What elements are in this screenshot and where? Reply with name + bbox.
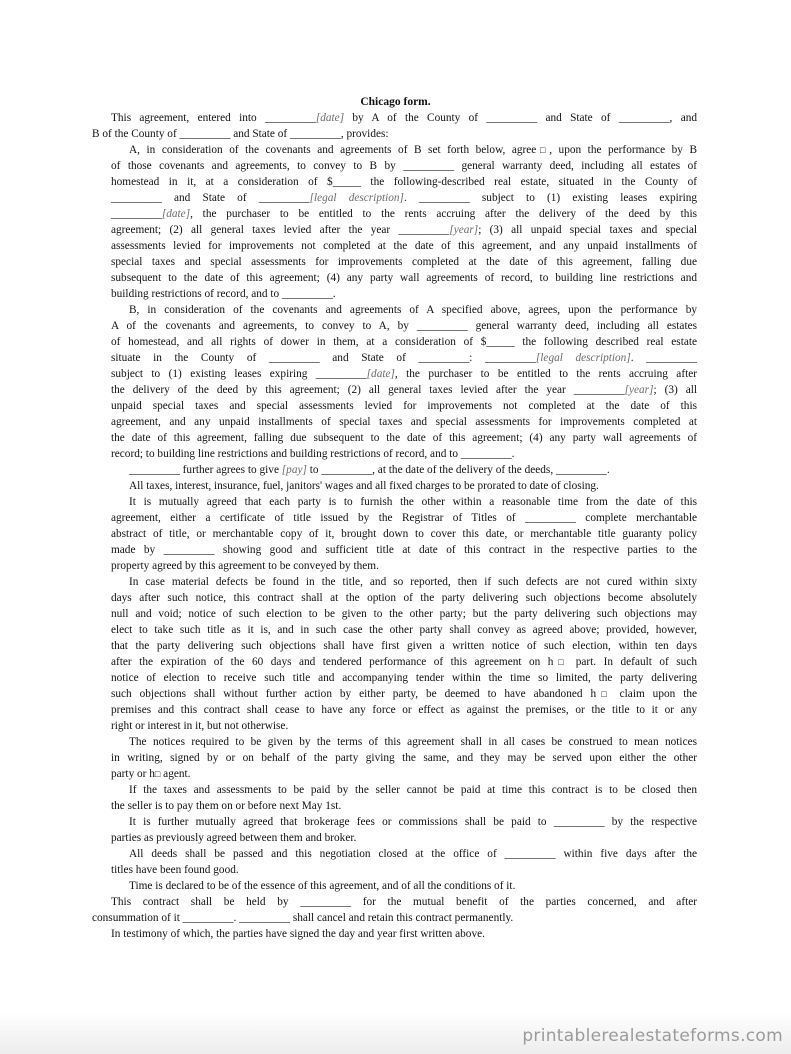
text-segment: . _________ subject to (1) existing leases expiring [403,192,698,204]
text-segment: situate in the County of _________ and State of _________: _________ [111,352,536,364]
text-segment: agreement; (2) all general taxes levied after the year _________ [111,224,450,236]
text-segment: , the purchaser to be entitled to the rents accruing after the delivery of the deed by this [190,208,697,220]
text-line [129,879,589,894]
text-segment: of homestead, and all rights of dower in them, at a consideration of $_____ the following described real estate [111,336,697,348]
text-segment: In testimony of which, the parties have signed the day and year first written above. [111,928,485,940]
text-line [111,687,697,702]
text-segment: record; to building line restrictions and building restrictions of record, and to _________. [111,448,515,460]
text-line [111,223,697,238]
text-line [111,383,697,398]
text-line [111,591,697,606]
text-line [129,815,697,830]
missing-glyph-box: □ [553,657,569,667]
footer-watermark-band [0,1012,791,1054]
placeholder-field: [year] [624,384,654,396]
text-line [111,543,697,558]
text-line [111,527,697,542]
text-segment: It is mutually agreed that each party is to furnish the other within a reasonable time from the date of this [129,496,697,508]
text-segment: special taxes and special assessments for improvements completed at the date of this agreement, falling due [111,256,697,268]
text-segment: to _________, at the date of the delivery of the deeds, _________. [306,464,610,476]
text-segment: agent. [160,768,191,780]
text-segment: after the expiration of the 60 days and tendered performance of this agreement on h [111,656,554,668]
text-segment: that the party delivering such objections shall have first given a written notice of such election, within ten days [111,640,697,652]
text-segment: This contract shall be held by _________ for the mutual benefit of the parties concerned, and after [111,896,697,908]
text-line [129,303,697,318]
text-line [111,831,411,846]
text-segment: part. In default of such [568,656,697,668]
text-line [111,559,431,574]
text-line [111,287,411,302]
text-segment: ; (3) all [653,384,697,396]
text-line [111,751,697,766]
text-line [129,495,697,510]
text-line [111,191,697,206]
text-segment: elect to take such title as it is, and in such case the other party shall convey as agreed above; provided, however, [111,624,697,636]
text-line [111,111,697,126]
placeholder-field: [year] [449,224,479,236]
placeholder-field: [legal description] [535,352,631,364]
text-segment: abstract of title, or merchantable copy of it, brought down to cover this date, or merchantable title guaranty policy [111,528,697,540]
text-segment: in writing, signed by or on behalf of the party giving the same, and they may be served upon either the other [111,752,697,764]
text-segment: B, in consideration of the covenants and agreements of A specified above, agrees, upon the performance by [129,304,697,316]
text-segment: homestead in it, at a consideration of $_____ the following-described real estate, situated in the County of [111,176,697,188]
placeholder-field: [pay] [281,464,307,476]
text-segment: . _________ [630,352,698,364]
text-line [111,447,581,462]
text-line [111,399,697,414]
text-segment: parties as previously agreed between them and broker. [111,832,357,844]
text-segment: notice of election to receive such title and accompanying tender within the time so limited, the party delivering [111,672,697,684]
text-line [111,175,697,190]
missing-glyph-box: □ [596,689,612,699]
text-line [111,863,311,878]
text-line [129,735,697,750]
text-segment: agreement, and any unpaid installments of special taxes and special assessments for improvements completed at [111,416,697,428]
text-segment: the seller is to pay them on or before next May 1st. [111,800,342,812]
text-line [111,207,697,222]
text-segment: such objections shall without further action by either party, be deemed to have abandoned h [111,688,597,700]
text-segment: days after such notice, this contract shall at the option of the party delivering such objections become absolutely [111,592,697,604]
text-segment: _________ further agrees to give [129,464,282,476]
text-line [111,431,697,446]
text-line [111,415,697,430]
text-line [129,479,669,494]
text-line [111,719,341,734]
text-segment: In case material defects be found in the title, and so reported, then if such defects are not cured within sixty [129,576,697,588]
text-segment: Time is declared to be of the essence of this agreement, and of all the conditions of it. [129,880,516,892]
text-line [111,607,697,622]
text-line [111,335,697,350]
text-line [111,255,697,270]
watermark-text: printablerealestateforms.com [522,1026,783,1046]
text-line [111,271,697,286]
text-line [92,911,592,926]
text-segment: , the purchaser to be entitled to the rents accruing after [394,368,697,380]
text-segment: made by _________ showing good and sufficient title at date of this contract in the respective parties to the [111,544,697,556]
text-segment: This agreement, entered into _________ [111,112,316,124]
missing-glyph-box: □ [536,145,550,155]
text-segment: property agreed by this agreement to be conveyed by them. [111,560,379,572]
text-segment: If the taxes and assessments to be paid by the seller cannot be paid at time this contract is to be closed then [129,784,697,796]
text-segment: null and void; notice of such election to be given to the other party; but the party delivering such objections may [111,608,697,620]
text-line [111,159,697,174]
placeholder-field: [date] [161,208,191,220]
text-line [111,671,697,686]
text-line [111,367,697,382]
text-segment: A, in consideration of the covenants and agreements of B set forth below, agree [129,144,537,156]
text-segment: consummation of it _________. _________ shall cancel and retain this contract permanently. [92,912,514,924]
text-segment: assessments levied for improvements not completed at the date of this agreement, and any unpaid installments of [111,240,697,252]
text-segment: premises and this contract shall cease to have any force or effect as against the premises, or the title to it or any [111,704,697,716]
document-title: Chicago form. [360,96,431,108]
text-segment: _________ [111,208,162,220]
text-segment: subject to (1) existing leases expiring _________ [111,368,367,380]
text-segment: A of the covenants and agreements, to convey to A, by _________ general warranty deed, including all estates [111,320,697,332]
text-line [111,239,697,254]
text-line [129,847,697,862]
placeholder-field: [date] [315,112,345,124]
text-segment: claim upon the [611,688,697,700]
text-segment: ; (3) all unpaid special taxes and special [478,224,697,236]
text-segment: the delivery of the deed by this agreement; (2) all general taxes levied after the year _________ [111,384,625,396]
text-segment: _________ and State of _________ [111,192,310,204]
text-line [111,703,697,718]
text-segment: , upon the performance by B [549,144,697,156]
text-line [111,639,697,654]
text-line [111,351,697,366]
text-segment: All deeds shall be passed and this negotiation closed at the office of _________ within five days after the [129,848,697,860]
text-segment: titles have been found good. [111,864,239,876]
text-segment: It is further mutually agreed that brokerage fees or commissions shall be paid to _________ by the respective [129,816,697,828]
text-segment: of those covenants and agreements, to convey to B by _________ general warranty deed, including all estates of [111,160,697,172]
placeholder-field: [date] [366,368,395,380]
text-segment: building restrictions of record, and to _________. [111,288,336,300]
text-line [111,655,697,670]
text-segment: All taxes, interest, insurance, fuel, janitors' wages and all fixed charges to be prorated to date of closing. [129,480,599,492]
text-line [111,927,561,942]
text-line [129,463,689,478]
text-segment: unpaid special taxes and special assessments levied for improvements not completed at the date of this [111,400,697,412]
text-segment: The notices required to be given by the terms of this agreement shall in all cases be construed to mean notices [129,736,697,748]
placeholder-field: [legal description] [309,192,404,204]
text-line [129,783,697,798]
text-line [111,319,697,334]
text-segment: B of the County of _________ and State of _________, provides: [92,128,389,140]
text-line [111,767,211,782]
text-line [129,143,697,158]
text-line [111,511,697,526]
text-line [111,799,411,814]
text-line [129,575,697,590]
text-line [92,127,472,142]
text-segment: right or interest in it, but not otherwise. [111,720,289,732]
text-segment: by A of the County of _________ and State of _________, and [344,112,697,124]
text-segment: party or h [111,768,155,780]
missing-glyph-box: □ [154,769,161,779]
text-line [111,623,697,638]
text-line [111,895,697,910]
text-segment: the date of this agreement, falling due subsequent to the date of this agreement; (4) any party wall agreements of [111,432,697,444]
text-segment: subsequent to the date of this agreement; (4) any party wall agreements of record, to building line restrictions and [111,272,697,284]
text-segment: agreement, either a certificate of title issued by the Registrar of Titles of _________ complete merchantable [111,512,697,524]
